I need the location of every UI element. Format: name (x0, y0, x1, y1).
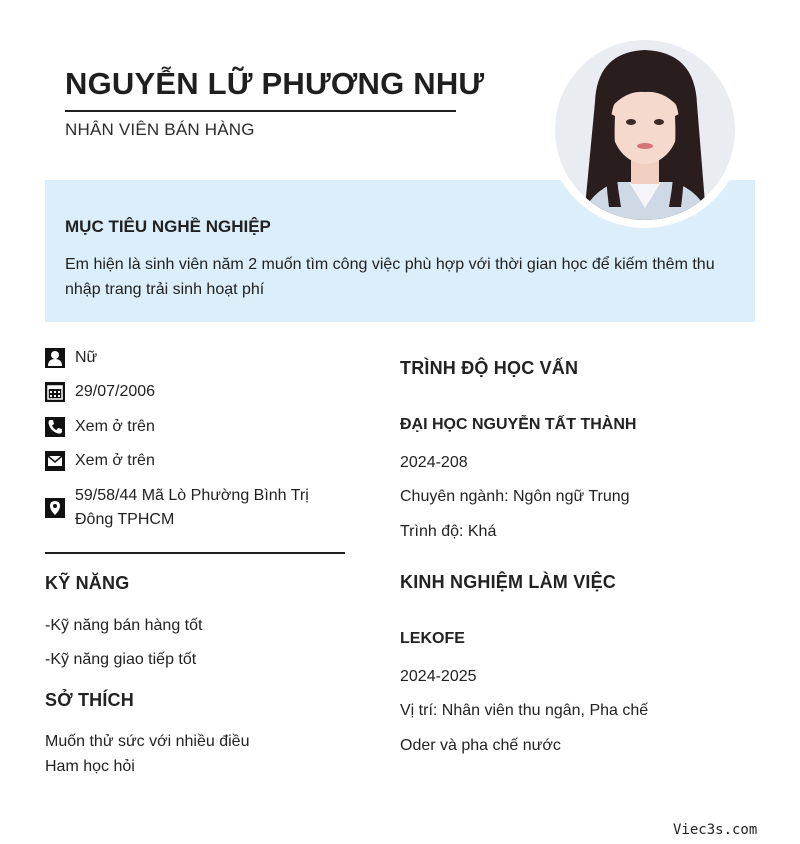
phone-value: Xem ở trên (75, 418, 155, 435)
contact-address (45, 484, 310, 532)
address-value: 59/58/44 Mã Lò Phường Bình Trị Đông TPHCM (75, 487, 309, 528)
contact-email (45, 449, 335, 473)
gender-value: Nữ (75, 349, 98, 366)
objective-text: Em hiện là sinh viên năm 2 muốn tìm công việc phù hợp với thời gian học để kiếm thêm thu nhập trang trải sinh hoạt phí (65, 256, 715, 298)
education-title: TRÌNH ĐỘ HỌC VẤN (400, 358, 579, 378)
hobby-item: Ham học hỏi (45, 758, 135, 775)
candidate-role: NHÂN VIÊN BÁN HÀNG (65, 120, 255, 139)
education-major: Chuyên ngành: Ngôn ngữ Trung (400, 488, 630, 505)
hobbies-title: SỞ THÍCH (45, 690, 134, 710)
experience-description: Oder và pha chế nước (400, 737, 561, 754)
calendar-icon (45, 382, 65, 402)
contact-birthday (45, 380, 335, 404)
experience-title: KINH NGHIỆM LÀM VIỆC (400, 572, 617, 592)
skills-title: KỸ NĂNG (45, 573, 130, 593)
objective-title: MỤC TIÊU NGHỀ NGHIỆP (65, 217, 271, 236)
contact-gender (45, 346, 335, 370)
candidate-name: NGUYỄN LỮ PHƯƠNG NHƯ (65, 66, 485, 101)
experience-period: 2024-2025 (400, 668, 477, 685)
contact-phone (45, 415, 335, 439)
birthday-value: 29/07/2006 (75, 383, 156, 400)
skill-item: -Kỹ năng giao tiếp tốt (45, 651, 197, 668)
contact-divider (45, 552, 345, 554)
site-watermark: Viec3s.com (673, 822, 758, 838)
company-name: LEKOFE (400, 630, 465, 647)
skill-item: -Kỹ năng bán hàng tốt (45, 617, 203, 634)
location-pin-icon (45, 498, 65, 518)
portrait-photo (547, 32, 743, 228)
education-period: 2024-208 (400, 454, 468, 471)
hobby-item: Muốn thử sức với nhiều điều (45, 733, 250, 750)
mail-icon (45, 451, 65, 471)
phone-icon (45, 417, 65, 437)
education-level: Trình độ: Khá (400, 523, 497, 540)
email-value: Xem ở trên (75, 452, 155, 469)
school-name: ĐẠI HỌC NGUYỄN TẤT THÀNH (400, 416, 637, 433)
name-divider (65, 110, 456, 112)
person-icon (45, 348, 65, 368)
experience-position: Vị trí: Nhân viên thu ngân, Pha chế (400, 702, 649, 719)
avatar (547, 32, 743, 228)
